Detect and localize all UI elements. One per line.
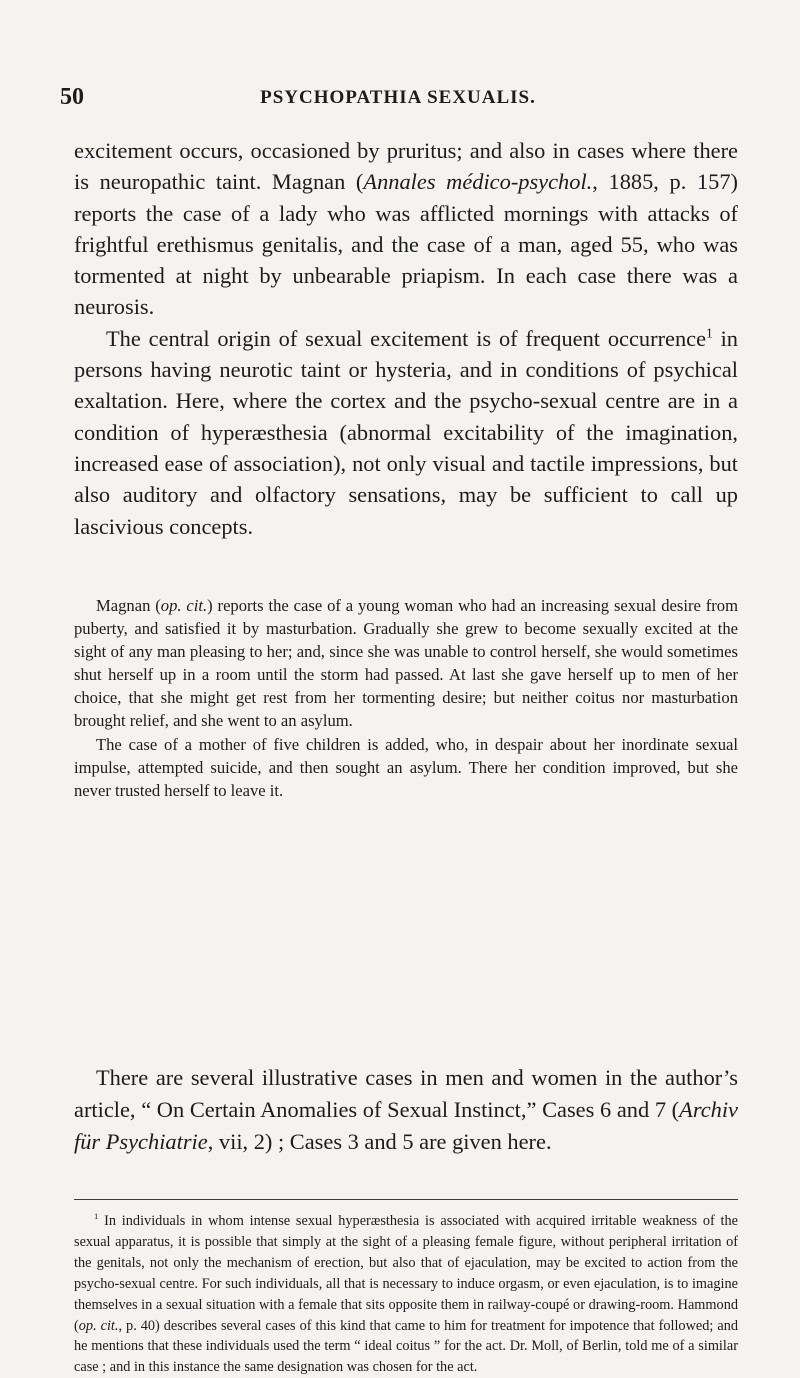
citation-annales: Annales médico-psychol. [363,169,593,195]
paragraph-1: excitement occurs, occasioned by pruritus; and also in cases where there is neuropathic taint. Magnan (Annales médico-psychol., 1885, p. 157) reports the case of a lady who was afflicted mornings with attacks of frightful erethismus genitalis, and the case of a man, aged 55, who was tormented at night by unbearable priapism. In each case there was a neurosis. [74,138,739,320]
running-title: PSYCHOPATHIA SEXUALIS. [260,87,536,108]
case-reports-block [74,594,738,802]
illustrative-cases-block [74,1062,738,1157]
footnote-reference: 1 [706,325,713,341]
footnote-marker: 1 [94,1211,99,1222]
page-number: 50 [60,84,84,110]
case-report-1: Magnan (op. cit.) reports the case of a young woman who had an increasing sexual desire from puberty, and satisfied it by masturbation. Gradually she grew to become sexually excited at the sight of any man pleasing to her; and, since she was unable to control herself, she would sometimes shut herself up in a room until the storm had passed. At last she gave herself up to men of her choice, that she might get rest from her tormenting desire; but neither coitus nor masturbation brought relief, and she went to an asylum. [74,596,738,731]
citation-hammond: op. cit. [78,1317,119,1334]
footnote-divider [74,1199,738,1200]
footnote-1: $^1$ In individuals in whom intense sexual hyperæsthesia is associated with acquired irritable weakness of the sexual apparatus, it is possible that simply at the sight of a pleasing female figure, without peripheral irritation of the genitals, not only the mechanism of erection, but also that of ejaculation, may be excited to action from the psycho-sexual centre. For such individuals, all that is necessary to induce orgasm, or even ejaculation, is to imagine themselves in a sexual situation with a female that sits opposite them in railway-coupé or drawing-room. Hammond (op. cit., p. 40) describes several cases of this kind that came to him for treatment for impotence that followed; and he mentions that these individuals used the term “ ideal coitus ” for the act. Dr. Moll, of Berlin, told me of a similar case ; and in this instance the same designation was chosen for the act. [74,1211,738,1376]
citation-op-cit: op. cit. [160,596,208,615]
page-header [60,84,736,114]
citation-archiv: Archiv für Psychiatrie [74,1096,738,1154]
paragraph-3: There are several illustrative cases in men and women in the author’s article, “ On Certain Anomalies of Sexual Instinct,” Cases 6 and 7 (Archiv für Psychiatrie, vii, 2) ; Cases 3 and 5 are given here. [74,1065,738,1154]
main-text-block [74,135,738,542]
case-report-2: The case of a mother of five children is added, who, in despair about her inordinate sexual impulse, attempted suicide, and then sought an asylum. There her condition improved, but she never trusted herself to leave it. [74,734,738,800]
paragraph-2: The central origin of sexual excitement is of frequent occurrence$^1$ in persons having neurotic taint or hysteria, and in conditions of psychical exaltation. Here, where the cortex and the psycho-sexual centre are in a condition of hyperæsthesia (abnormal excitability of the imagination, increased ease of association), not only visual and tactile impressions, but also auditory and olfactory sensations, may be sufficient to call up lascivious concepts. [74,325,739,539]
footnote-block [74,1211,738,1378]
